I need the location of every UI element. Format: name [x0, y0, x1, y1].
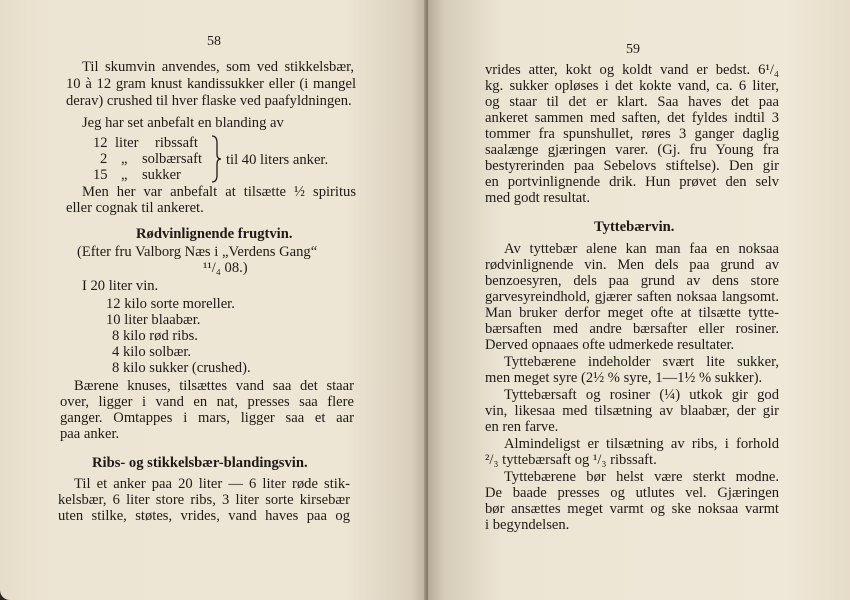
p2-line-2: men meget syre (2½ % syre, 1—1½ % sukker).	[485, 370, 763, 386]
blend-unit-1: liter	[115, 135, 139, 151]
list-item: 8 kilo sukker (crushed).	[112, 360, 251, 376]
p5-line-1: Tyttebærene bør helst være sterkt modne.	[504, 469, 779, 485]
p1-line-4: garvesyreindhold, gjærer saften noksaa langsomt.	[485, 289, 779, 305]
cont-line-5: tommer fra spunshullet, røres 3 ganger daglig	[485, 126, 779, 142]
ribs-line-2: kelsbær, 6 liter store ribs, 3 liter sorte kirsebær	[58, 492, 350, 508]
cont-line-4: ankeret sammen med saften, det fyldes indtil 3	[485, 110, 779, 126]
right-page-number: 59	[626, 42, 640, 57]
p1-line-7: Derved opnaaes ofte udmerkede resultater.	[485, 337, 735, 353]
blend-qty-1: 12	[93, 135, 108, 151]
source-line-2: ¹¹/₄ 08.)	[203, 260, 248, 276]
blend-note-1: Men her var anbefalt at tilsætte ½ spiritus	[82, 184, 356, 200]
section-title-rodvin: Rødvinlignende frugtvin.	[136, 226, 293, 242]
right-page	[428, 0, 850, 600]
p2-line-1: Tyttebærene indeholder svært lite sukker,	[504, 354, 779, 370]
list-item: 4 kilo solbær.	[112, 344, 192, 360]
section-title-ribs: Ribs- og stikkelsbær-blandingsvin.	[92, 455, 308, 471]
cont-line-7: bestyrerinden paa Sebelovs stiftelse). Den gir	[485, 158, 779, 174]
list-item: 12 kilo sorte moreller.	[106, 296, 235, 312]
p1-line-2: rødvinlignende vin. Men dels paa grund av	[485, 257, 779, 273]
intro-line-2: 10 à 12 gram knust kandissukker eller (i mangel	[66, 76, 356, 92]
cont-line-1: vrides atter, kokt og koldt vand er bedst. 6¹/₄	[485, 62, 779, 78]
p5-line-2: De baade presses og utlutes vel. Gjæringen	[485, 485, 779, 501]
blend-name-2: solbærsaft	[142, 151, 202, 167]
intro-line-1: Til skumvin anvendes, som ved stikkelsbær,	[82, 59, 354, 75]
method-line-3: ganger. Omtappes i mars, ligger saa et aar	[60, 410, 354, 426]
p5-line-3: bør ansættes meget varmt og ske noksaa varmt	[485, 501, 779, 517]
left-page-number: 58	[207, 34, 221, 49]
blend-name-3: sukker	[142, 167, 181, 183]
base-amount: I 20 liter vin.	[82, 278, 159, 294]
list-item: 10 liter blaabær.	[106, 312, 201, 328]
blend-qty-3: 15	[93, 167, 108, 183]
cont-line-6: saalænge gjæringen varer. (Gj. fru Young fra	[485, 142, 779, 158]
p3-line-2: vin, likesaa med tilsætning av blaabær, der gir	[485, 403, 779, 419]
ribs-line-1: Til et anker paa 20 liter — 6 liter røde stik-	[74, 476, 350, 492]
blend-name-1: ribssaft	[155, 135, 198, 151]
blend-unit-2: „	[121, 151, 128, 167]
section-title-tyttebaer: Tyttebærvin.	[594, 219, 675, 235]
method-line-2: over, ligger i vand en nat, presses saa flere	[60, 394, 354, 410]
p1-line-3: benzoesyren, dels paa grund av dens store	[485, 273, 779, 289]
p5-line-4: i begyndelsen.	[485, 517, 570, 533]
p1-line-6: bærsaften med andre bærsafter eller rosiner.	[485, 321, 779, 337]
cont-line-3: og staar til det er klart. Saa haves det paa	[485, 94, 779, 110]
intro-line-3: derav) crushed til hver flaske ved paafyldningen.	[66, 93, 352, 109]
blend-result: til 40 liters anker.	[226, 152, 329, 168]
blend-unit-3: „	[121, 167, 128, 183]
p1-line-1: Av tyttebær alene kan man faa en noksaa	[504, 241, 779, 257]
source-line-1: (Efter fru Valborg Næs i „Verdens Gang“	[77, 244, 318, 260]
p3-line-1: Tyttebærsaft og rosiner (¼) utkok gir god	[504, 387, 779, 403]
p4-line-2: ²/₃ tyttebærsaft og ¹/₃ ribssaft.	[485, 452, 657, 468]
list-item: 8 kilo rød ribs.	[112, 328, 198, 344]
method-line-1: Bærene knuses, tilsættes vand saa det staar	[74, 378, 354, 394]
cont-line-8: en portvinlignende drik. Hun prøvet den selv	[485, 174, 779, 190]
cont-line-2: kg. sukker opløses i det kokte vand, ca. 6 liter,	[485, 78, 779, 94]
method-line-4: paa anker.	[60, 426, 120, 442]
blend-intro: Jeg har set anbefalt en blanding av	[82, 115, 284, 131]
p4-line-1: Almindeligst er tilsætning av ribs, i forhold	[504, 436, 779, 452]
ribs-line-3: uten stilke, støtes, vrides, vand haves paa og	[58, 508, 350, 524]
blend-qty-2: 2	[100, 151, 108, 167]
curly-brace-icon	[211, 135, 221, 183]
blend-note-2: eller cognak til ankeret.	[66, 200, 204, 216]
cont-line-9: med godt resultat.	[485, 190, 590, 206]
p1-line-5: Man bruker derfor meget ofte at tilsætte tytte-	[485, 305, 779, 321]
p3-line-3: en ren farve.	[485, 419, 559, 435]
